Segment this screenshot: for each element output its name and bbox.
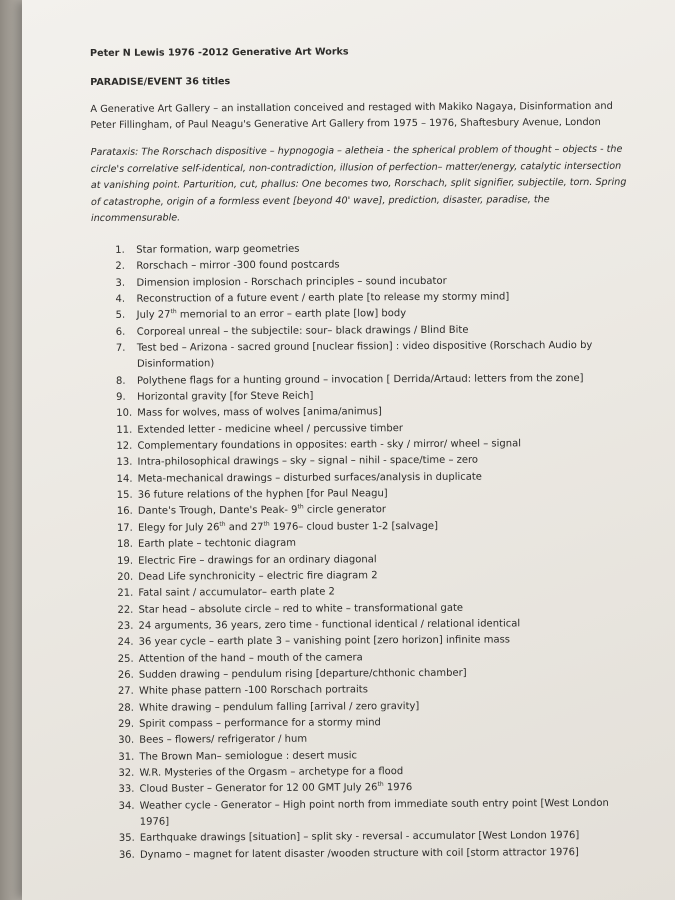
text-segment: Cloud Buster – Generator for 12 00 GMT July 26 xyxy=(139,782,378,796)
list-item xyxy=(119,844,635,863)
list-item-text: Star formation, warp geometries xyxy=(136,243,300,256)
list-item-continuation: Disinformation) xyxy=(136,358,215,371)
list-item-number: 30. xyxy=(118,735,135,747)
list-item-number: 26. xyxy=(117,669,134,681)
document-body xyxy=(90,45,635,864)
list-item-text: Bees – flowers/ refrigerator / hum xyxy=(139,733,308,746)
superscript: th xyxy=(377,781,384,789)
list-item-number: 15. xyxy=(116,489,133,501)
list-item-text xyxy=(138,521,438,534)
list-item-number: 16. xyxy=(116,506,133,518)
list-item-number: 3. xyxy=(115,277,126,289)
text-segment: July 27 xyxy=(136,309,171,322)
list-item-number: 22. xyxy=(117,604,134,616)
list-item-text xyxy=(138,505,386,518)
list-item-text: White phase pattern -100 Rorschach portraits xyxy=(138,684,368,697)
list-item-number: 8. xyxy=(116,375,126,387)
paper-sheet xyxy=(22,0,675,900)
text-segment: Dante's Trough, Dante's Peak- 9 xyxy=(137,505,298,518)
list-item-text: Mass for wolves, mass of wolves [anima/animus] xyxy=(137,406,382,420)
list-item-number: 35. xyxy=(118,833,135,845)
parataxis-paragraph: Parataxis: The Rorschach dispositive – hypnogogia – aletheia - the spherical problem of thought – objects - the circle's correlative self-identical, non-contradiction, illusion of perfection– matter/energy, catalytic intersection at vanishing point. Parturition, cut, phallus: One becomes two, Rorschach, split signifier, subjectile, torn. Spring of catastrophe, origin of a formless event [beyond 40' wave], prediction, disaster, paradise, the incommensurable. xyxy=(90,143,627,225)
list-item-text xyxy=(139,782,412,795)
list-item-number: 7. xyxy=(115,342,126,354)
list-item-text: Dead Life synchronicity – electric fire diagram 2 xyxy=(138,570,378,583)
list-item-number: 13. xyxy=(116,457,133,469)
list-item-text: Earthquake drawings [situation] – split sky - reversal - accumulator [West London 1976] xyxy=(139,830,580,845)
list-item-number: 12. xyxy=(116,440,133,452)
list-item-number: 17. xyxy=(116,522,133,534)
list-item-number: 24. xyxy=(117,636,134,649)
text-segment: 1976 xyxy=(383,782,413,794)
superscript: th xyxy=(170,308,177,316)
list-item-text: Star head – absolute circle – red to white – transformational gate xyxy=(138,602,464,616)
list-item-number: 11. xyxy=(116,424,133,436)
list-item-number: 20. xyxy=(117,571,134,583)
list-item-number: 29. xyxy=(118,718,135,730)
list-item-text: Fatal saint / accumulator– earth plate 2 xyxy=(138,586,335,599)
list-item-text: Intra-philosophical drawings – sky – signal – nihil - space/time – zero xyxy=(137,455,479,469)
list-item-number: 25. xyxy=(117,653,134,665)
text-segment: and 27 xyxy=(225,521,264,533)
superscript: th xyxy=(297,503,304,511)
list-item-text: White drawing – pendulum falling [arrival / zero gravity] xyxy=(138,700,420,714)
list-item-text: 24 arguments, 36 years, zero time - functional identical / relational identical xyxy=(138,618,521,632)
list-item-text: Polythene flags for a hunting ground – invocation [ Derrida/Artaud: letters from the zone] xyxy=(137,372,584,387)
list-item-text: The Brown Man– semiologue : desert music xyxy=(139,750,358,763)
superscript: th xyxy=(263,520,270,528)
list-item-text: 36 year cycle – earth plate 3 – vanishing point [zero horizon] infinite mass xyxy=(138,634,511,648)
list-item-number: 32. xyxy=(118,767,135,779)
list-item xyxy=(116,338,632,374)
list-item-text: Complementary foundations in opposites: earth - sky / mirror/ wheel – signal xyxy=(137,438,522,452)
list-item-number: 33. xyxy=(118,784,135,796)
list-item-text: Extended letter - medicine wheel / percussive timber xyxy=(137,422,404,436)
list-item-text: 36 future relations of the hyphen [for Paul Neagu] xyxy=(137,488,388,501)
list-item-number: 34. xyxy=(118,800,135,812)
list-item-number: 9. xyxy=(116,391,126,403)
list-item-number: 19. xyxy=(117,555,134,567)
list-item-number: 28. xyxy=(117,702,134,714)
list-item-text: Attention of the hand – mouth of the camera xyxy=(138,651,363,665)
text-segment: Elegy for July 26 xyxy=(137,522,220,534)
list-item-text: Spirit compass – performance for a stormy mind xyxy=(139,717,381,730)
list-item-text: Earth plate – techtonic diagram xyxy=(137,537,297,550)
list-item-text: Dimension implosion - Rorschach principles – sound incubator xyxy=(136,275,447,289)
works-list xyxy=(91,240,635,864)
list-item-text: Electric Fire – drawings for an ordinary diagonal xyxy=(138,553,377,567)
list-item-number: 31. xyxy=(118,751,135,763)
list-item-number: 14. xyxy=(116,473,133,485)
document-header: Peter N Lewis 1976 -2012 Generative Art Works xyxy=(90,46,349,59)
list-item-number: 4. xyxy=(115,293,126,305)
list-item-number: 1. xyxy=(115,244,125,256)
text-segment: 1976– cloud buster 1-2 [salvage] xyxy=(269,520,439,533)
text-segment: circle generator xyxy=(303,504,387,517)
description-paragraph: A Generative Art Gallery – an installation conceived and restaged with Makiko Nagaya, Disinformation and Peter Fillingham, of Paul Neagu's Generative Art Gallery from 1975 – 1976, Shaftesbury Avenue, London xyxy=(90,100,613,131)
list-item xyxy=(119,795,635,831)
section-title: PARADISE/EVENT 36 titles xyxy=(90,76,231,88)
list-item-number: 2. xyxy=(115,261,125,273)
list-item-number: 18. xyxy=(116,538,133,551)
list-item-number: 27. xyxy=(117,685,134,698)
list-item-text: Dynamo – magnet for latent disaster /wooden structure with coil [storm attractor 1976] xyxy=(139,846,579,861)
list-item-text: W.R. Mysteries of the Orgasm – archetype for a flood xyxy=(139,766,404,779)
list-item-text xyxy=(137,308,407,321)
list-item-text: Sudden drawing – pendulum rising [departure/chthonic chamber] xyxy=(138,667,467,681)
superscript: th xyxy=(219,520,226,528)
list-item-number: 21. xyxy=(117,587,134,600)
list-item-number: 23. xyxy=(117,620,134,632)
text-segment: memorial to an error – earth plate [low] body xyxy=(176,308,407,321)
list-item-number: 10. xyxy=(116,408,133,420)
list-item-number: 6. xyxy=(115,326,126,338)
list-item-number: 36. xyxy=(118,849,135,861)
list-item-text: Reconstruction of a future event / earth plate [to release my stormy mind] xyxy=(136,291,510,305)
list-item-number: 5. xyxy=(115,310,126,322)
list-item-text: Weather cycle - Generator – High point north from immediate south entry point [West London 1976] xyxy=(139,797,609,828)
list-item-text: Meta-mechanical drawings – disturbed surfaces/analysis in duplicate xyxy=(137,471,482,485)
list-item-text: Corporeal unreal – the subjectile: sour– black drawings / Blind Bite xyxy=(136,324,469,338)
list-item-text: Rorschach – mirror -300 found postcards xyxy=(136,259,340,273)
list-item-text: Horizontal gravity [for Steve Reich] xyxy=(137,390,314,403)
list-item-text: Test bed – Arizona - sacred ground [nuclear fission] : video dispositive (Rorschach Audio by xyxy=(136,339,593,354)
